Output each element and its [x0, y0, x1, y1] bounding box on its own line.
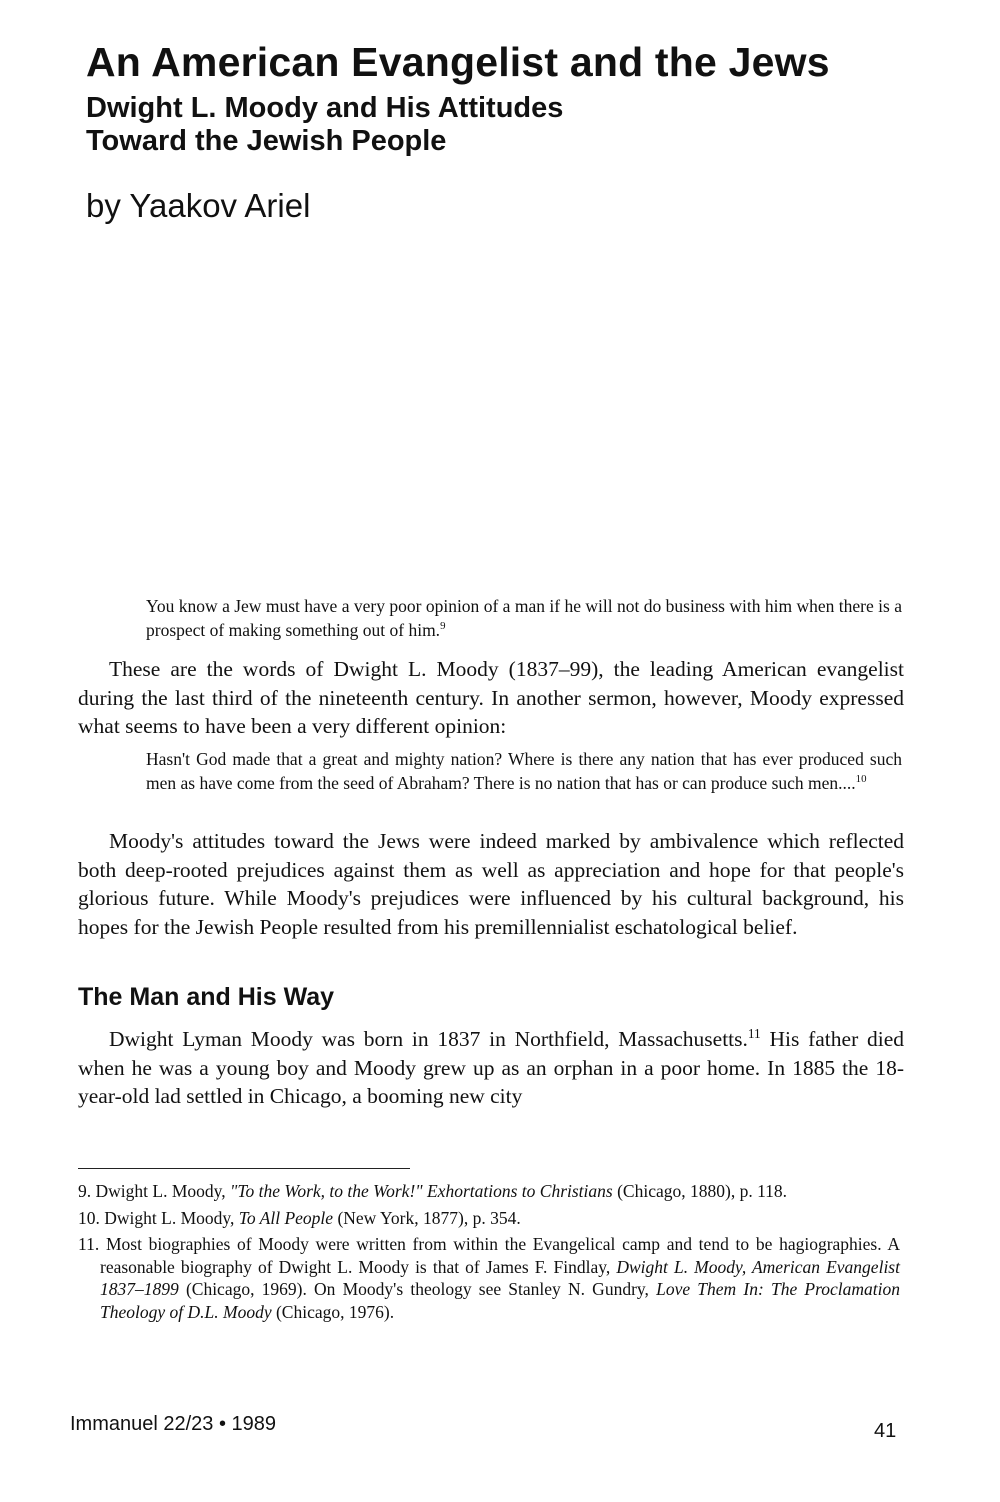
footnote-text: Most biographies of Moody were written from within the Evangelical camp and tend to be hagiographies. A reasonable biography of Dwight L. Moody is that of James F. Findlay,: [99, 1234, 900, 1277]
footnote-number: 11.: [78, 1234, 100, 1254]
footnote-number: 9.: [78, 1181, 92, 1201]
paragraph-3: [78, 1025, 904, 1111]
footnote-text: (Chicago, 1880), p. 118.: [612, 1181, 788, 1201]
footnote-number: 10.: [78, 1207, 100, 1228]
section-heading: The Man and His Way: [78, 983, 335, 1011]
footnote-9: [78, 1180, 900, 1203]
subtitle-line-1: Dwight L. Moody and His Attitudes: [86, 92, 564, 124]
footnote-10: [78, 1207, 900, 1230]
block-quote-1: [146, 595, 902, 642]
paragraph-text: His father died when he was a young boy and Moody grew up as an orphan in a poor home. In 1885 the 18-year-old lad settled in Chicago, a booming new city: [78, 1027, 904, 1108]
author-byline: by Yaakov Ariel: [86, 187, 311, 224]
block-quote-2: [146, 748, 902, 795]
article-subtitle: [86, 92, 563, 158]
footnote-title: Dwight L. Moody, American Evangelist 1837–1899: [100, 1256, 900, 1299]
paragraph-text: Dwight Lyman Moody was born in 1837 in Northfield, Massachusetts.: [109, 1027, 748, 1051]
footnote-title: Love Them In: The Proclamation Theology of D.L. Moody: [100, 1279, 901, 1322]
paragraph-1: These are the words of Dwight L. Moody (1837–99), the leading American evangelist during the last third of the nineteenth century. In another sermon, however, Moody expressed what seems to have been a very different opinion:: [78, 657, 904, 738]
page-number: 41: [874, 1420, 897, 1442]
footnote-ref-11: 11: [747, 1025, 761, 1041]
footnote-ref-9: 9: [440, 619, 446, 632]
journal-footer: Immanuel 22/23 • 1989: [70, 1413, 277, 1435]
footnote-text: Dwight L. Moody,: [91, 1181, 230, 1201]
footnote-title: "To the Work, to the Work!" Exhortations to Christians: [230, 1181, 613, 1201]
footnote-title: To All People: [238, 1207, 334, 1228]
quote-text: You know a Jew must have a very poor opinion of a man if he will not do business with him when there is a prospect of making something out of him.: [146, 596, 902, 640]
footnotes-list: [78, 1180, 900, 1327]
footnote-text: (Chicago, 1976).: [271, 1301, 395, 1322]
footnote-11: [78, 1233, 900, 1323]
footnote-text: (Chicago, 1969). On Moody's theology see Stanley N. Gundry,: [178, 1279, 657, 1299]
footnote-ref-10: 10: [855, 772, 867, 785]
footnote-text: Dwight L. Moody,: [99, 1207, 239, 1228]
article-title: An American Evangelist and the Jews: [86, 39, 830, 85]
paragraph-2: Moody's attitudes toward the Jews were indeed marked by ambivalence which reflected both deep-rooted prejudices against them as well as appreciation and hope for that people's glorious future. While Moody's prejudices were influenced by his cultural background, his hopes for the Jewish People resulted from his premillennialist eschatological belief.: [78, 829, 904, 939]
footnote-text: (New York, 1877), p. 354.: [333, 1207, 521, 1228]
quote-text: Hasn't God made that a great and mighty nation? Where is there any nation that has ever produced such men as have come from the seed of Abraham? There is no nation that has or can produce such men....: [146, 749, 902, 793]
subtitle-line-2: Toward the Jewish People: [86, 125, 447, 157]
footnote-divider: [78, 1168, 410, 1169]
